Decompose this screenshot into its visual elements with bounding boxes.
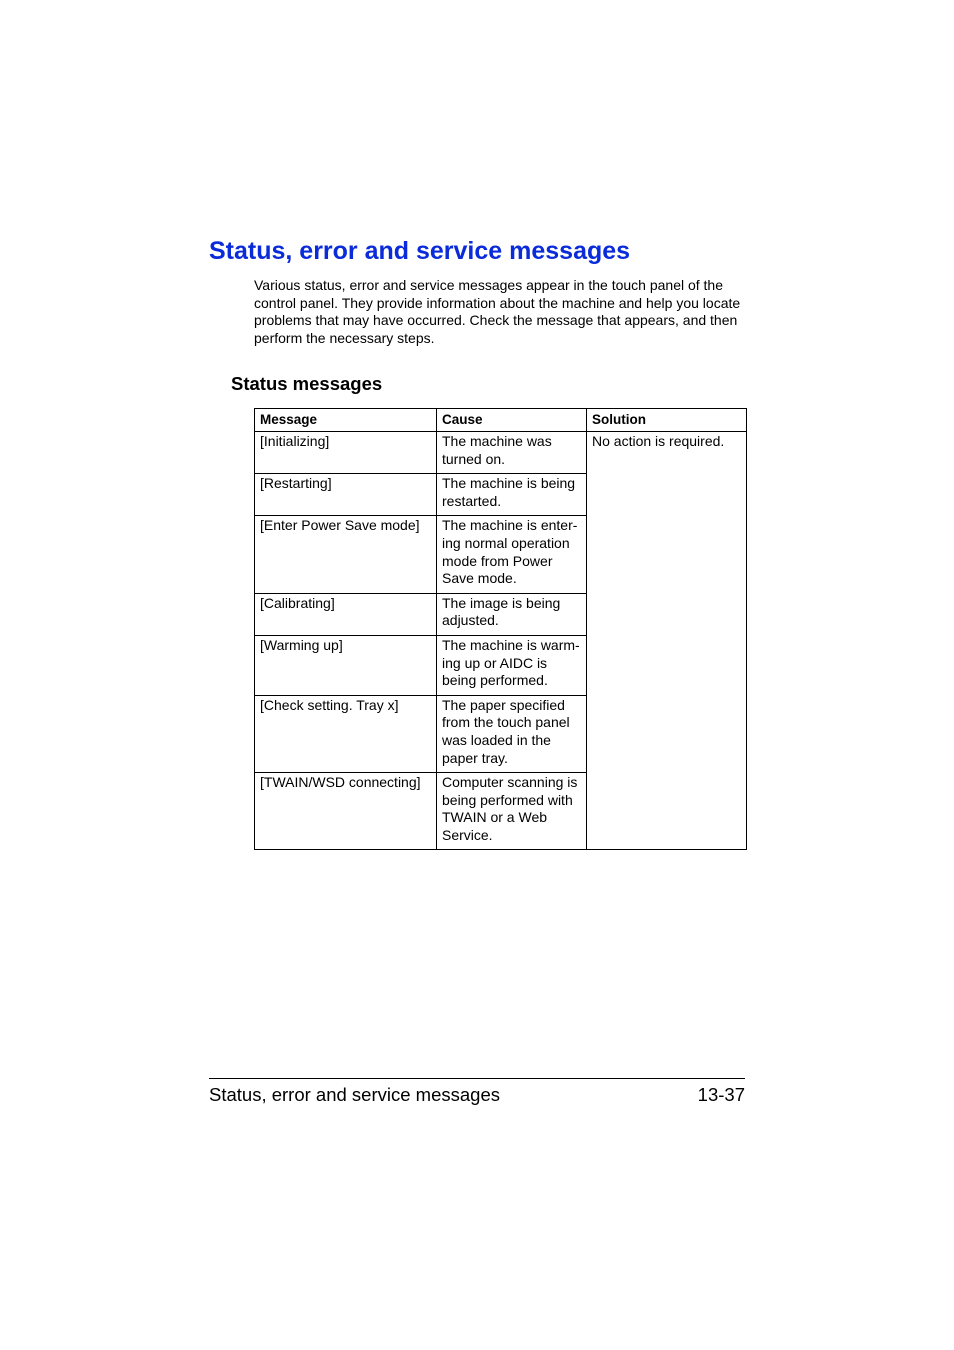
column-header-cause: Cause [437,409,587,432]
table-header-row [255,409,747,432]
intro-paragraph: Various status, error and service messages appear in the touch panel of the control panel. They provide information about the machine and help you locate problems that may have occurred. Check the message that appears, and then perform the necessary steps. [254,277,741,347]
page-number: 13-37 [697,1084,745,1105]
cause-cell: The machine was turned on. [437,432,587,474]
column-header-message: Message [255,409,437,432]
message-cell: [Check setting. Tray x] [255,695,437,772]
cause-cell: Computer scanning is being performed with TWAIN or a Web Service. [437,773,587,850]
message-cell: [Calibrating] [255,593,437,635]
message-cell: [Warming up] [255,635,437,695]
message-cell: [Restarting] [255,474,437,516]
cause-cell: The machine is being restarted. [437,474,587,516]
cause-cell: The machine is warm-ing up or AIDC is being performed. [437,635,587,695]
cause-cell: The image is being adjusted. [437,593,587,635]
status-messages-table [254,408,747,850]
solution-cell: No action is required. [587,432,747,850]
cause-cell: The machine is enter-ing normal operation mode from Power Save mode. [437,516,587,593]
cause-cell: The paper specified from the touch panel was loaded in the paper tray. [437,695,587,772]
column-header-solution: Solution [587,409,747,432]
section-title: Status messages [231,373,383,394]
footer-divider [209,1078,745,1079]
message-cell: [Enter Power Save mode] [255,516,437,593]
table-row [255,432,747,474]
footer-title: Status, error and service messages [209,1084,500,1105]
message-cell: [TWAIN/WSD connecting] [255,773,437,850]
message-cell: [Initializing] [255,432,437,474]
page-title: Status, error and service messages [209,237,631,265]
